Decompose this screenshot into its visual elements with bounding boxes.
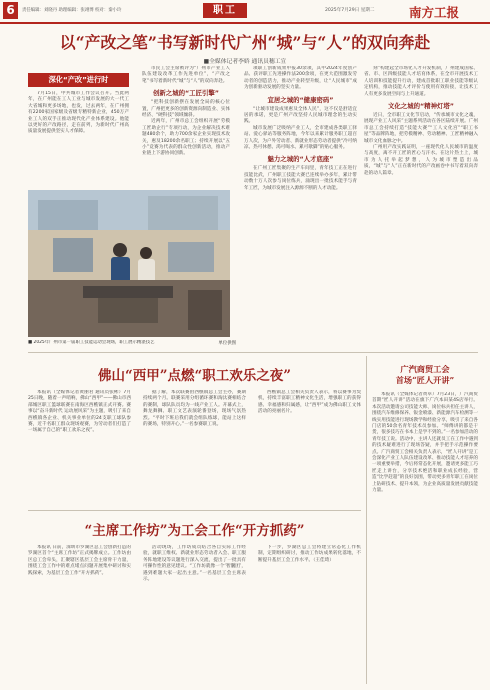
photo-credit: 单位供图	[218, 341, 236, 346]
paragraph: 本报讯（全媒体记者黄卓）7月23日，广汽商贸首期“匠人开讲”活动在旗下广汽本田某4S店举行。本次活动邀请公司技能大师、岗位标兵担任主讲人，围绕汽车维修保养、钣金喷漆、新能源汽车检测等一线实用技能进行现场教学和经验分享，吸引了来自各门店的50余名青年技术员参加。“师傅讲的都是干货，很多技巧在书本上是学不到的。”一名参加活动的青年技工说。活动中，主讲人还就员工在工作中遇到的技术疑难进行了现场答疑，并手把手示范操作要点。广汽商贸工会相关负责人表示，“匠人开讲”是工会深化产业工人队伍建设改革、推动技能人才培养的一项重要举措，今后将常态化开展，邀请更多能工巧匠走上讲台，分享技术绝活和职业成长经验，营造“比学赶超”的良好氛围，带动更多青年职工在岗位上钻研技术、提升本领，为企业高质量发展贡献技能力量。	[372, 392, 478, 494]
story4-headline-line2: 首场“匠人开讲”	[395, 375, 455, 385]
factory-scene	[28, 190, 230, 337]
newspaper-brand: 南方工报	[409, 5, 460, 20]
subheading: 创新之城的“工匠引擎”	[153, 89, 219, 98]
paragraph: 近两年，广州市总工会组织开展“劳模工匠助企行”专项行动，为企业解决技术难题480余个，助力700余家企业实现技术攻关，惠及18200余名职工；持续开展以“五小”竞赛为代表的群众性创新活动，推动产业链上下游协同创新。	[142, 119, 230, 157]
paragraph: 近日，全市职工文化节启动，“传承城市文化之魂，展现产业工人风采”主题系列活动在各区陆续开展。广州市总工会持续打造“技能大赛”“工人文化宫”“职工书屋”等品牌阵地，把劳模精神、劳动精神、工匠精神融入城市文化血脉之中。	[364, 113, 478, 144]
paragraph: 7月15日，中共城市工作会议召开。当此两年，在广州能在工人工业与城市发展的大一代工大省城和更多场地，也发，过去两年，在广州拥有2200家国家级及省级专精特新企业，450万产业工人的双手正推动现代化产业体系建设。他能以更好的产改路径，走在前列，为新时代广州高质量发展提供坚实人才保障。	[28, 91, 129, 135]
story4-body	[372, 392, 478, 683]
subheading: 魅力之城的“人才底座”	[267, 155, 334, 164]
issue-date: 2025年7月29日 星期二	[325, 8, 375, 13]
story3-col3	[258, 545, 361, 683]
story2-col2	[143, 390, 246, 506]
feature-column-4	[364, 66, 478, 347]
subheading: 宜居之城的“健康密码”	[267, 95, 334, 104]
paragraph: 广州用产改实践证明，一座现代化人民城市的温度与高度，离不开工匠的匠心与汗水。在这片热土上，城市为人托举起梦想，人为城市塑造出品质，“城”与“人”正在新时代的产改画卷中书写着双向奔赴的动人篇章。	[364, 145, 478, 176]
column-divider	[366, 356, 367, 684]
paragraph: 活动现场，工作坊成员结合各自实际工作经验，就职工维权、新就业形态劳动者入会、职工服务阵地建设等议题进行深入交流，提出了一批具有可操作性的意见建议。“工作坊就像一个‘智囊团’，遇到难题大家一起出主意。”一名基层工会主席表示。	[143, 545, 246, 583]
paragraph: 市民工会主席被评为“广州市产业工人队伍建设改革工作先进单位”，“产改之笔”书写着新时代“城”与“人”的双向奔赴。	[142, 66, 230, 84]
story3-headline: “主席工作坊”为工会工作“开方抓药”	[84, 523, 305, 539]
editor-credits: 责任编辑：刘晓丹 助理编辑：张翊博 校对：秦小玲	[22, 8, 122, 13]
subheading: 文化之城的“精神灯塔”	[388, 102, 454, 111]
caption-text: ■ 2025年广州市第一届职工技能运动会现场，职工展示精湛技艺	[28, 340, 155, 345]
story4-headline	[372, 364, 478, 386]
paragraph: 刻”构建起全市场化人才开发机制，广州建成国家、省、市、区四级技能人才培育体系，在全市开展技术工人培训和技能提升行动，建成首批职工职业技能等级认定机构，推动技能人才评价与使用有效衔接，让技术工人有更多发展空间与上升通道。	[364, 66, 478, 97]
paragraph: “把科技创新摆在发展全局的核心位置，广州把更多的创新资源向制造业、实体经济、“硬科技”领域倾斜。	[142, 100, 230, 119]
divider	[28, 352, 478, 353]
section-label: 职工	[203, 3, 247, 18]
paragraph: 城市发展广泛吸纳产业工人，全市建成各类职工驿站、爱心驿站等服务阵地，今年以来累计服务职工超百万人次，为户外劳动者、新就业形态劳动者提供“冷可纳凉、热可休憩、渴可喝水、累可歇脚”的贴心服务。	[244, 125, 357, 151]
story3-col1	[28, 545, 131, 683]
main-headline: 以“产改之笔”书写新时代广州“城”与“人”的双向奔赴	[59, 33, 431, 52]
story2-headline: 佛山“西甲”点燃“职工欢乐之夜”	[97, 368, 292, 384]
page-number: 6	[3, 2, 18, 19]
section-tag: 深化“产改”进行时	[28, 73, 129, 87]
story3-col2	[143, 545, 246, 683]
story4-headline-line1: 广汽商贸工会	[400, 364, 450, 374]
story2-col1	[28, 390, 131, 506]
paragraph: 西樵镇总工会相关负责人表示，将以赛事为契机，持续丰富职工精神文化生活，增强职工的获得感、幸福感和归属感，让“西甲”成为佛山职工文体活动的亮丽名片。	[258, 390, 361, 415]
main-byline: ■全媒体记者李娇 通讯员穗工宣	[203, 59, 287, 65]
paragraph: 本报讯（全媒体记者黄丽君 通讯员张彬）7月25日晚，随着一声哨响，佛山“西甲”——佛山市西部城区职工篮球联赛在南海区西樵镇正式开赛。赛事以“奋斗新时代 运动展风采”为主题，吸引了来自西樵镇各企业、机关事业单位的24支职工球队参赛，近千名职工群众现场观赛，为劳动者们打造了一场属于自己的“职工欢乐之夜”。	[28, 390, 131, 434]
paragraph: 项职工创新成果申报30余项，其中2024年度创产品、获评职工先进操作法200余项，在更大范围激发劳动者的创造活力，推动产业转型升级，让“人民城市”成为创新驱动发展的坚实力量。	[244, 66, 357, 91]
feature-column-3	[244, 66, 357, 347]
feature-photo	[28, 190, 230, 337]
paragraph: “让城市建设成果惠及全体人民”，这不仅是舒适宜居的承诺，更是广州产改坚持人民城市理念的生动实践。	[244, 106, 357, 125]
paragraph: 据了解，本次联赛由西樵镇总工会主办，赛期持续两个月。联赛采用分组循环赛和淘汰赛相结合的赛制，球队队员均为一线产业工人。开幕式上，舞龙舞狮、职工文艺表演轮番登场，现场气氛热烈。“平时下班后我们就会组队练球，能站上这样的赛场，特别开心。”一名参赛职工说。	[143, 390, 246, 428]
divider	[28, 510, 361, 511]
story2-col3	[258, 390, 361, 506]
paragraph: 本报讯 日前，深圳市罗湖区总工会创新打造的罗湖区首个“主席工作坊”正式揭牌成立。工作坊由区总工会牵头，汇聚辖区基层工会主席骨干力量，围绕工会工作中的难点堵点问题开展集中研讨和实践探索，为基层工会工作“开方抓药”。	[28, 545, 131, 576]
feature-column-2	[142, 66, 230, 187]
feature-intro	[28, 91, 129, 187]
paragraph: 下一步，罗湖区总工会将建立常态化工作机制，定期组织研讨，推动工作坊成果转化落地，不断提升基层工会工作水平。（王佳琦）	[258, 545, 361, 563]
paragraph: 在广州工匠集聚的生产车间里，青年技工正在进行技能比武，广州职工技能大赛已连续举办多年，累计带动数十万人次参与岗位练兵，涌现出一批技术能手与青年工匠，为城市发展注入源源不断的人才动能。	[244, 166, 357, 191]
